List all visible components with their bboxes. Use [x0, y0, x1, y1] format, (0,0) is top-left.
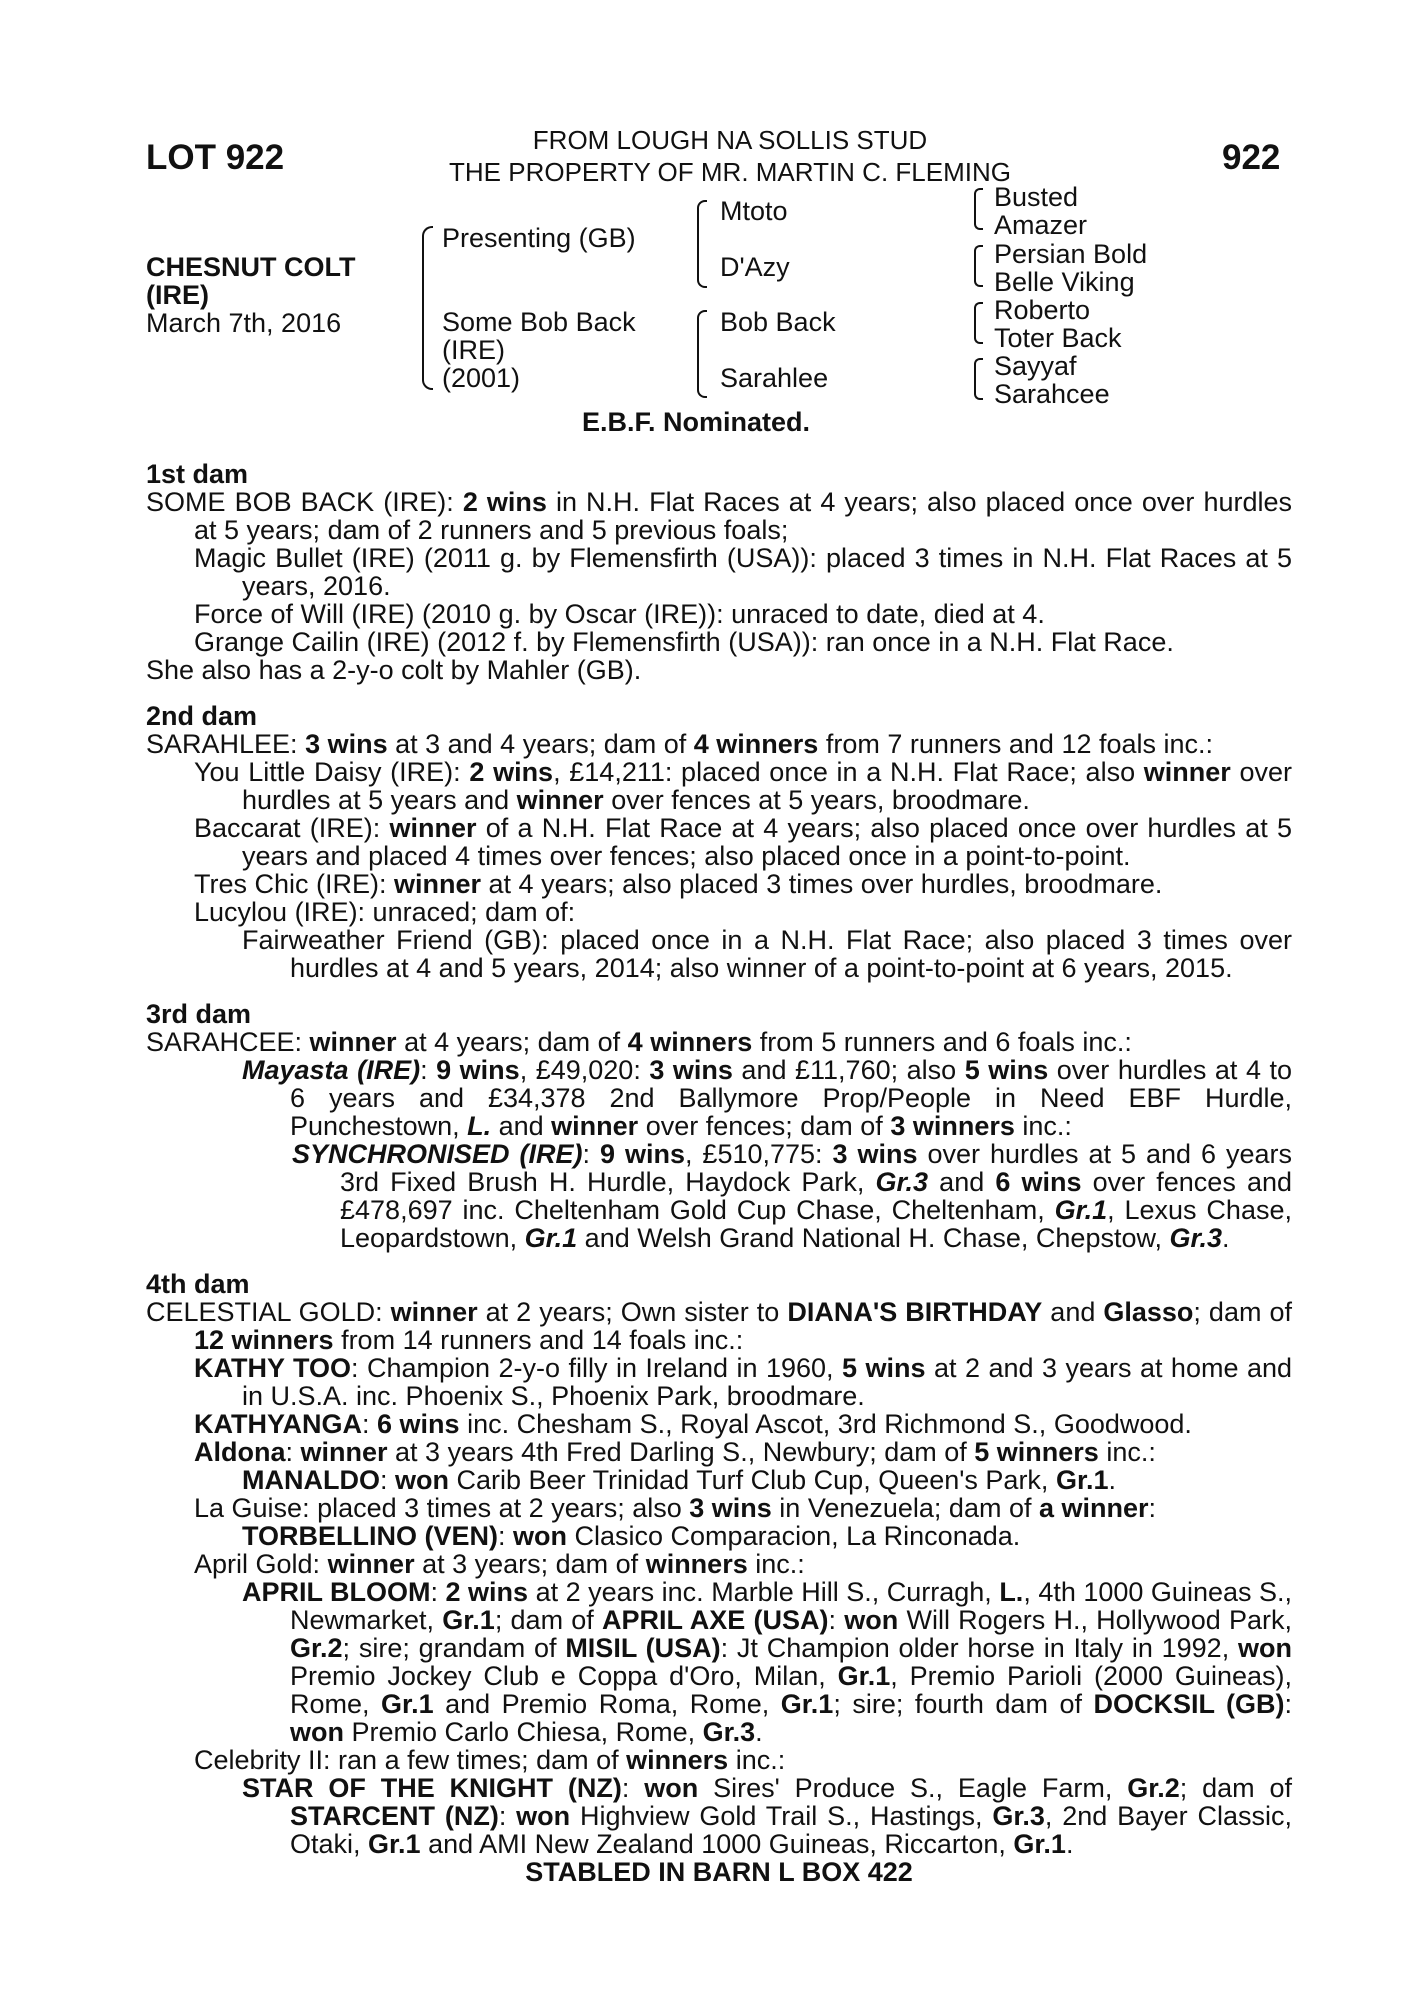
entry-paragraph: [194, 870, 1292, 898]
text-run: L.: [467, 1111, 492, 1141]
text-run: STARCENT (NZ): [290, 1801, 499, 1831]
text-run: Gr.3: [1169, 1223, 1223, 1253]
entry-paragraph: [146, 488, 1292, 544]
text-run: 6 wins: [377, 1409, 460, 1439]
text-run: inc.:: [1014, 1111, 1072, 1141]
text-run: 9 wins: [436, 1055, 520, 1085]
text-run: Premio Jockey Club e Coppa d'Oro, Milan,: [290, 1661, 838, 1691]
lot-label: LOT 922: [146, 138, 285, 177]
text-run: 6 wins: [995, 1167, 1082, 1197]
entry-paragraph: [194, 1410, 1292, 1438]
text-run: 3 wins: [305, 729, 388, 759]
text-run: Fairweather Friend (GB): placed once in a N.H. Flat Race; also placed 3 times over hurdles at 4 and 5 years, 2014; also winner of a point-to-point at 6 years, 2015.: [242, 925, 1292, 983]
ebf-nomination: E.B.F. Nominated.: [582, 407, 811, 437]
text-run: Gr.1: [1055, 1465, 1109, 1495]
text-run: : Champion 2-y-o filly in Ireland in 1960,: [350, 1353, 842, 1383]
text-run: 3 wins: [649, 1055, 733, 1085]
text-run: .: [1065, 1829, 1074, 1859]
pedigree-g6: Toter Back: [994, 323, 1122, 353]
text-run: winners: [626, 1745, 729, 1775]
text-run: Aldona: [194, 1437, 286, 1467]
text-run: Gr.1: [1054, 1195, 1108, 1225]
entry-paragraph: [146, 730, 1292, 758]
entry-paragraph: [146, 1298, 1292, 1354]
pedigree-sire-sire: Mtoto: [720, 196, 788, 226]
pedigree-g7: Sayyaf: [994, 351, 1077, 381]
text-run: .: [1222, 1223, 1230, 1253]
pedigree-brace-g78: [974, 358, 983, 400]
text-run: 3 wins: [689, 1493, 772, 1523]
pedigree-dam-line3: (2001): [442, 363, 521, 393]
text-run: :: [498, 1801, 517, 1831]
entry-paragraph: [194, 814, 1292, 870]
text-run: from 7 runners and 12 foals inc.:: [818, 729, 1214, 759]
text-run: of a N.H. Flat Race at 4 years; also placed once over hurdles at 5 years and placed 4 times over fences; also placed once in a point-to-point.: [242, 813, 1292, 871]
text-run: , Lexus Chase, Leopardstown,: [340, 1195, 1292, 1253]
text-run: 4 winners: [627, 1027, 753, 1057]
entry-paragraph: [194, 628, 1292, 656]
text-run: MANALDO: [242, 1465, 380, 1495]
entry-paragraph: [194, 1550, 1292, 1578]
text-run: winner: [300, 1437, 388, 1467]
pedigree-dam-line1: Some Bob Back: [442, 307, 636, 337]
text-run: at 4 years; also placed 3 times over hurdles, broodmare.: [481, 869, 1163, 899]
text-run: ; dam of: [1179, 1773, 1292, 1803]
text-run: ; dam of: [494, 1605, 603, 1635]
text-run: DIANA'S BIRTHDAY: [787, 1297, 1043, 1327]
text-run: and AMI New Zealand 1000 Guineas, Riccarton,: [420, 1829, 1014, 1859]
text-run: , 2nd Bayer Classic, Otaki,: [290, 1801, 1292, 1859]
text-run: at 3 and 4 years; dam of: [387, 729, 694, 759]
text-run: Gr.3: [992, 1801, 1045, 1831]
text-run: won: [513, 1521, 568, 1551]
section-title: 2nd dam: [146, 701, 258, 731]
text-run: Carib Beer Trinidad Turf Club Cup, Queen's Park,: [449, 1465, 1056, 1495]
text-run: CELESTIAL GOLD:: [146, 1297, 391, 1327]
entry-paragraph: [194, 898, 1292, 926]
horse-description-line1: CHESNUT COLT: [146, 252, 356, 282]
text-run: You Little Daisy (IRE):: [194, 757, 470, 787]
text-run: Tres Chic (IRE):: [194, 869, 395, 899]
text-run: Gr.1: [381, 1689, 434, 1719]
stabling-footer: STABLED IN BARN L BOX 422: [525, 1857, 913, 1887]
text-run: won: [290, 1717, 344, 1747]
entry-paragraph: [194, 1746, 1292, 1774]
text-run: Gr.2: [290, 1633, 343, 1663]
text-run: winner: [389, 813, 477, 843]
text-run: at 3 years; dam of: [414, 1549, 646, 1579]
pedigree-g3: Persian Bold: [994, 239, 1148, 269]
text-run: SOME BOB BACK (IRE):: [146, 487, 463, 517]
text-run: a winner: [1038, 1493, 1149, 1523]
entry-paragraph: [194, 758, 1292, 814]
text-run: Magic Bullet (IRE) (2011 g. by Flemensfirth (USA)): placed 3 times in N.H. Flat Races at 5 years, 2016.: [194, 543, 1292, 601]
text-run: over fences and £478,697 inc. Cheltenham Gold Cup Chase, Cheltenham,: [340, 1167, 1292, 1225]
entry-paragraph: [242, 1522, 1292, 1550]
pedigree-g2: Amazer: [994, 210, 1088, 240]
text-run: won: [844, 1605, 899, 1635]
entry-paragraph: [146, 656, 1292, 684]
text-run: Clasico Comparacion, La Rinconada.: [567, 1521, 1021, 1551]
text-run: .: [755, 1717, 763, 1747]
text-run: Celebrity II: ran a few times; dam of: [194, 1745, 627, 1775]
text-run: Will Rogers H., Hollywood Park,: [898, 1605, 1292, 1635]
text-run: Gr.1: [780, 1689, 834, 1719]
text-run: KATHYANGA: [194, 1409, 363, 1439]
text-run: STAR OF THE KNIGHT (NZ): [242, 1773, 622, 1803]
pedigree-g4: Belle Viking: [994, 267, 1135, 297]
text-run: in Venezuela; dam of: [771, 1493, 1039, 1523]
text-run: :: [498, 1521, 514, 1551]
text-run: : Jt Champion older horse in Italy in 1992,: [720, 1633, 1238, 1663]
text-run: inc.:: [1098, 1437, 1156, 1467]
entry-paragraph: [194, 600, 1292, 628]
text-run: inc.:: [728, 1745, 786, 1775]
text-run: winner: [551, 1111, 639, 1141]
text-run: won: [395, 1465, 449, 1495]
text-run: 9 wins: [599, 1139, 685, 1169]
text-run: Premio Carlo Chiesa, Rome,: [344, 1717, 703, 1747]
entry-paragraph: [242, 926, 1292, 982]
text-run: , £49,020:: [519, 1055, 650, 1085]
text-run: , £510,775:: [684, 1139, 833, 1169]
text-run: :: [430, 1577, 446, 1607]
horse-description-line2: (IRE): [146, 280, 209, 310]
text-run: in N.H. Flat Races at 4 years; also placed once over hurdles at 5 years; dam of 2 runners and 5 previous foals;: [194, 487, 1292, 545]
text-run: :: [285, 1437, 301, 1467]
pedigree-brace-g12: [974, 188, 983, 230]
text-run: :: [420, 1055, 437, 1085]
text-run: and: [491, 1111, 552, 1141]
text-run: :: [1148, 1493, 1157, 1523]
text-run: over hurdles at 5 and 6 years 3rd Fixed Brush H. Hurdle, Haydock Park,: [340, 1139, 1292, 1197]
text-run: , Premio Parioli (2000 Guineas), Rome,: [290, 1661, 1292, 1719]
text-run: :: [1284, 1689, 1293, 1719]
text-run: at 4 years; dam of: [396, 1027, 628, 1057]
text-run: won: [1238, 1633, 1292, 1663]
text-run: L.: [999, 1577, 1024, 1607]
text-run: at 2 years; Own sister to: [477, 1297, 788, 1327]
text-run: Gr.2: [1127, 1773, 1180, 1803]
entry-paragraph: [194, 1438, 1292, 1466]
pedigree-g8: Sarahcee: [994, 379, 1110, 409]
text-run: over fences; dam of: [638, 1111, 891, 1141]
text-run: April Gold:: [194, 1549, 328, 1579]
pedigree-brace-dam: [697, 310, 707, 398]
text-run: and Welsh Grand National H. Chase, Chepstow,: [577, 1223, 1170, 1253]
text-run: Baccarat (IRE):: [194, 813, 390, 843]
text-run: Grange Cailin (IRE) (2012 f. by Flemensfirth (USA)): ran once in a N.H. Flat Race.: [194, 627, 1174, 657]
text-run: 2 wins: [469, 757, 554, 787]
pedigree-sire-dam: D'Azy: [720, 252, 790, 282]
text-run: MISIL (USA): [565, 1633, 721, 1663]
text-run: Force of Will (IRE) (2010 g. by Oscar (IRE)): unraced to date, died at 4.: [194, 599, 1045, 629]
text-run: at 2 years inc. Marble Hill S., Curragh,: [528, 1577, 1000, 1607]
text-run: Gr.1: [368, 1829, 421, 1859]
pedigree-g1: Busted: [994, 182, 1079, 212]
section-title: 4th dam: [146, 1269, 250, 1299]
pedigree-dam-line2: (IRE): [442, 335, 505, 365]
text-run: 2 wins: [462, 487, 547, 517]
text-run: 5 winners: [974, 1437, 1099, 1467]
pedigree-brace-g56: [974, 302, 983, 344]
entry-paragraph: [242, 1774, 1292, 1858]
entry-paragraph: [194, 1354, 1292, 1410]
consignor: [400, 124, 1060, 188]
text-run: from 14 runners and 14 foals inc.:: [333, 1325, 744, 1355]
text-run: .: [1108, 1465, 1116, 1495]
text-run: ; dam of: [1193, 1297, 1292, 1327]
text-run: 2 wins: [445, 1577, 529, 1607]
text-run: She also has a 2-y-o colt by Mahler (GB).: [146, 655, 642, 685]
text-run: and: [1042, 1297, 1104, 1327]
text-run: over fences at 5 years, broodmare.: [603, 785, 1030, 815]
pedigree-sire: Presenting (GB): [442, 223, 636, 253]
text-run: winners: [645, 1549, 748, 1579]
text-run: winner: [327, 1549, 415, 1579]
foaled-date: March 7th, 2016: [146, 308, 342, 338]
consignor-line2: THE PROPERTY OF MR. MARTIN C. FLEMING: [449, 157, 1011, 187]
text-run: over hurdles at 4 to 6 years and £34,378 2nd Ballymore Prop/People in Need EBF Hurdle, Punchestown,: [290, 1055, 1293, 1141]
pedigree-brace-main: [422, 226, 433, 390]
text-run: Lucylou (IRE): unraced; dam of:: [194, 897, 576, 927]
entry-paragraph: [242, 1578, 1292, 1746]
text-run: won: [644, 1773, 699, 1803]
text-run: winner: [309, 1027, 397, 1057]
text-run: KATHY TOO: [194, 1353, 351, 1383]
text-run: :: [362, 1409, 378, 1439]
entry-paragraph: [194, 1494, 1292, 1522]
text-run: 3 winners: [890, 1111, 1015, 1141]
text-run: and: [928, 1167, 996, 1197]
text-run: APRIL BLOOM: [242, 1577, 431, 1607]
text-run: Mayasta (IRE): [242, 1055, 421, 1085]
text-run: ; sire; fourth dam of: [833, 1689, 1094, 1719]
text-run: APRIL AXE (USA): [602, 1605, 829, 1635]
entry-paragraph: [242, 1466, 1292, 1494]
text-run: at 2 and 3 years at home and in U.S.A. inc. Phoenix S., Phoenix Park, broodmare.: [242, 1353, 1292, 1411]
text-run: inc.:: [747, 1549, 805, 1579]
text-run: from 5 runners and 6 foals inc.:: [752, 1027, 1132, 1057]
text-run: Gr.1: [1013, 1829, 1066, 1859]
text-run: TORBELLINO (VEN): [242, 1521, 498, 1551]
text-run: ; sire; grandam of: [342, 1633, 566, 1663]
text-run: winner: [394, 869, 482, 899]
pedigree-dam-dam: Sarahlee: [720, 363, 829, 393]
text-run: winner: [516, 785, 604, 815]
pedigree-g5: Roberto: [994, 295, 1091, 325]
lot-number: 922: [1222, 138, 1281, 177]
text-run: and Premio Roma, Rome,: [433, 1689, 781, 1719]
text-run: 5 wins: [842, 1353, 926, 1383]
text-run: 12 winners: [194, 1325, 334, 1355]
entry-paragraph: [242, 1056, 1292, 1140]
text-run: and £11,760; also: [732, 1055, 965, 1085]
pedigree-brace-g34: [974, 245, 983, 287]
text-run: winner: [1143, 757, 1231, 787]
entry-paragraph: [146, 1028, 1292, 1056]
consignor-line1: FROM LOUGH NA SOLLIS STUD: [532, 125, 928, 155]
sections-container: [146, 460, 1292, 1858]
text-run: La Guise: placed 3 times at 2 years; also: [194, 1493, 690, 1523]
text-run: :: [582, 1139, 600, 1169]
text-run: Gr.1: [442, 1605, 495, 1635]
entry-paragraph: [194, 544, 1292, 600]
text-run: :: [828, 1605, 845, 1635]
text-run: DOCKSIL (GB): [1093, 1689, 1285, 1719]
text-run: winner: [390, 1297, 478, 1327]
pedigree-dam-sire: Bob Back: [720, 307, 836, 337]
text-run: 5 wins: [964, 1055, 1049, 1085]
text-run: 3 wins: [832, 1139, 918, 1169]
text-run: inc. Chesham S., Royal Ascot, 3rd Richmond S., Goodwood.: [459, 1409, 1192, 1439]
text-run: Gr.3: [875, 1167, 929, 1197]
text-run: :: [379, 1465, 395, 1495]
text-run: Glasso: [1103, 1297, 1194, 1327]
text-run: :: [621, 1773, 645, 1803]
text-run: over hurdles at 5 years and: [242, 757, 1293, 815]
section-title: 3rd dam: [146, 999, 252, 1029]
text-run: Highview Gold Trail S., Hastings,: [570, 1801, 993, 1831]
catalogue-body: [146, 460, 1292, 1886]
text-run: Gr.3: [702, 1717, 756, 1747]
pedigree-brace-sire: [697, 200, 707, 288]
text-run: Gr.1: [524, 1223, 578, 1253]
text-run: SARAHCEE:: [146, 1027, 310, 1057]
text-run: Gr.1: [837, 1661, 891, 1691]
text-run: SYNCHRONISED (IRE): [292, 1139, 583, 1169]
section-title: 1st dam: [146, 459, 249, 489]
text-run: won: [516, 1801, 571, 1831]
text-run: at 3 years 4th Fred Darling S., Newbury; dam of: [387, 1437, 975, 1467]
entry-paragraph: [292, 1140, 1292, 1252]
text-run: , 4th 1000 Guineas S., Newmarket,: [290, 1577, 1293, 1635]
text-run: 4 winners: [693, 729, 819, 759]
text-run: , £14,211: placed once in a N.H. Flat Race; also: [553, 757, 1144, 787]
text-run: SARAHLEE:: [146, 729, 306, 759]
text-run: Sires' Produce S., Eagle Farm,: [698, 1773, 1128, 1803]
